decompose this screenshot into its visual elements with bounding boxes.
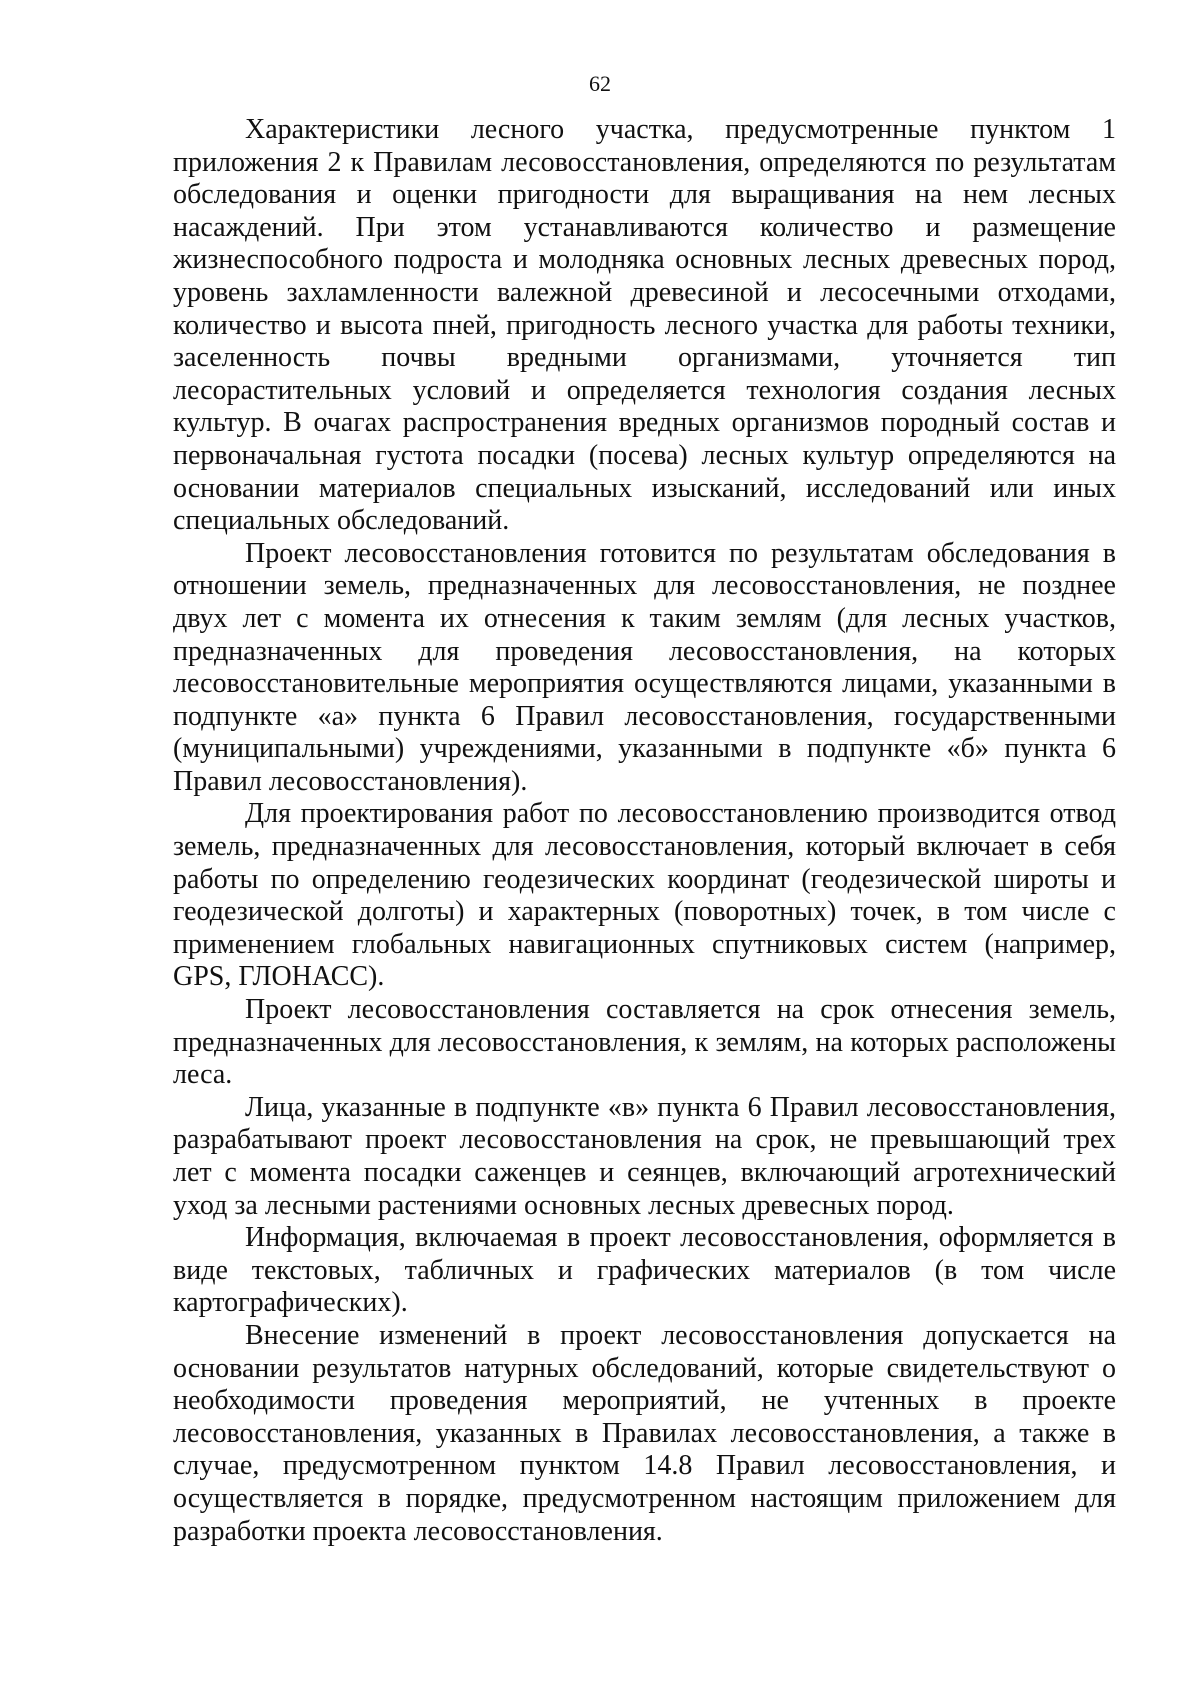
document-body bbox=[173, 114, 1116, 1548]
page-number: 62 bbox=[589, 71, 611, 96]
paragraph-site-characteristics: Характеристики лесного участка, предусмотренные пунктом 1 приложения 2 к Правилам лесовосстановления, определяются по результатам обследования и оценки пригодности для выращивания на нем лесных насаждений. При этом устанавливаются количество и размещение жизнеспособного подроста и молодняка основных лесных древесных пород, уровень захламленности валежной древесиной и лесосечными отходами, количество и высота пней, пригодность лесного участка для работы техники, заселенность почвы вредными организмами, уточняется тип лесорастительных условий и определяется технология создания лесных культур. В очагах распространения вредных организмов породный состав и первоначальная густота посадки (посева) лесных культур определяются на основании материалов специальных изысканий, исследований или иных специальных обследований. bbox=[173, 114, 1116, 537]
paragraph-persons-project-term: Лица, указанные в подпункте «в» пункта 6 Правил лесовосстановления, разрабатывают проект лесовосстановления на срок, не превышающий трех лет с момента посадки саженцев и сеянцев, включающий агротехнический уход за лесными растениями основных лесных древесных пород. bbox=[173, 1091, 1116, 1221]
paragraph-project-term: Проект лесовосстановления составляется на срок отнесения земель, предназначенных для лесовосстановления, к землям, на которых расположены леса. bbox=[173, 994, 1116, 1091]
paragraph-information-format: Информация, включаемая в проект лесовосстановления, оформляется в виде текстовых, табличных и графических материалов (в том числе картографических). bbox=[173, 1222, 1116, 1319]
paragraph-land-allotment: Для проектирования работ по лесовосстановлению производится отвод земель, предназначенных для лесовосстановления, который включает в себя работы по определению геодезических координат (геодезической широты и геодезической долготы) и характерных (поворотных) точек, в том числе с применением глобальных навигационных спутниковых систем (например, GPS, ГЛОНАСС). bbox=[173, 798, 1116, 993]
paragraph-project-preparation: Проект лесовосстановления готовится по результатам обследования в отношении земель, предназначенных для лесовосстановления, не позднее двух лет с момента их отнесения к таким землям (для лесных участков, предназначенных для проведения лесовосстановления, на которых лесовосстановительные мероприятия осуществляются лицами, указанными в подпункте «а» пункта 6 Правил лесовосстановления, государственными (муниципальными) учреждениями, указанными в подпункте «б» пункта 6 Правил лесовосстановления). bbox=[173, 537, 1116, 797]
paragraph-project-changes: Внесение изменений в проект лесовосстановления допускается на основании результатов натурных обследований, которые свидетельствуют о необходимости проведения мероприятий, не учтенных в проекте лесовосстановления, указанных в Правилах лесовосстановления, а также в случае, предусмотренном пунктом 14.8 Правил лесовосстановления, и осуществляется в порядке, предусмотренном настоящим приложением для разработки проекта лесовосстановления. bbox=[173, 1319, 1116, 1547]
